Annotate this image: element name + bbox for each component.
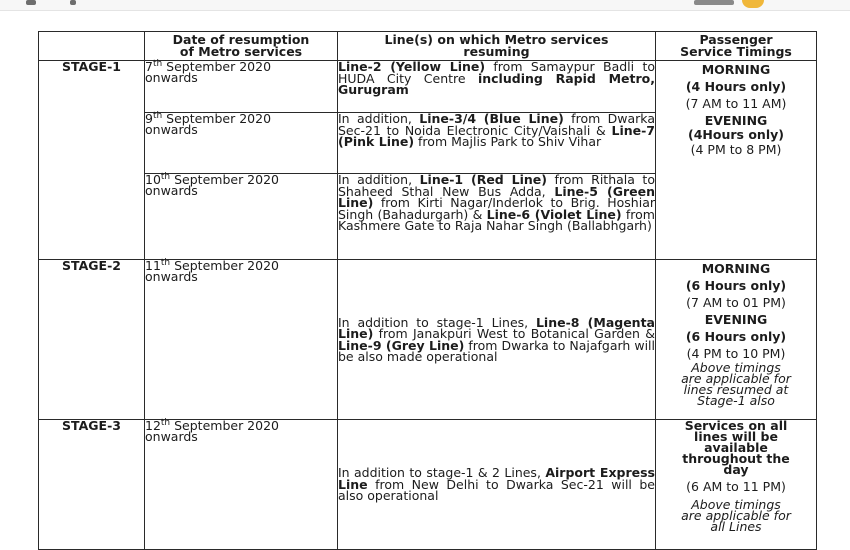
metro-lines-description — [338, 61, 656, 113]
metro-line-name: Line-5 (Green Line) — [338, 183, 655, 210]
resumption-date: 10th September 2020 onwards — [145, 174, 338, 260]
description-text: from Rithala to Shaheed Sthal New Bus Adda, — [338, 172, 655, 199]
description-text: from Samaypur Badli to HUDA City Centre — [338, 59, 655, 86]
metro-line-name: Line-9 (Grey Line) — [338, 337, 465, 353]
table-row — [39, 260, 817, 420]
description-text: from Majlis Park to Shiv Vihar — [414, 134, 602, 149]
metro-line-name: Line-1 (Red Line) — [419, 172, 547, 187]
service-timings: Services on all lines will be available throughout the day (6 AM to 11 PM) Above timings are applicable for all Lines — [656, 420, 817, 550]
cropped-heading-fragment — [26, 0, 36, 5]
table-row — [39, 420, 817, 550]
description-text: from Kirti Nagar/Inderlok to Brig. Hoshiar Singh (Bahadurgarh) & — [338, 195, 655, 222]
header-lines: Line(s) on which Metro services resuming — [338, 32, 656, 61]
header-stage-cell — [39, 32, 145, 61]
thumbs-up-emoji-icon — [742, 0, 764, 8]
resumption-date: 7th September 2020 onwards — [145, 61, 338, 113]
cropped-heading-fragment — [70, 0, 76, 5]
resumption-date: 12th September 2020 onwards — [145, 420, 338, 550]
description-text: In addition to stage-1 & 2 Lines, — [338, 465, 546, 481]
description-text: from New Delhi to Dwarka Sec-21 will be also operational — [338, 476, 655, 504]
description-text: from Kashmere Gate to Raja Nahar Singh (Ballabhgarh) — [338, 206, 655, 233]
description-text: from Dwarka Sec-21 to Noida Electronic City/Vaishali & — [338, 111, 655, 138]
metro-line-name: Line-6 (Violet Line) — [486, 206, 622, 222]
description-text: In addition to stage-1 Lines, — [338, 314, 536, 330]
metro-line-name: Airport Express Line — [338, 465, 655, 492]
description-text: In addition, — [338, 111, 420, 126]
metro-line-name: Line-8 (Magenta Line) — [338, 314, 655, 341]
metro-lines-description — [338, 113, 656, 174]
metro-line-name: Line-2 (Yellow Line) — [338, 59, 486, 74]
table-row — [39, 61, 817, 113]
description-text: from Dwarka to Najafgarh will be also made operational — [338, 337, 655, 364]
service-timings: MORNING (6 Hours only) (7 AM to 01 PM) EVENING (6 Hours only) (4 PM to 10 PM) Above timings are applicable for lines resumed at Stage-1 also — [656, 260, 817, 420]
metro-lines-description — [338, 260, 656, 420]
service-timings: MORNING (4 Hours only) (7 AM to 11 AM) EVENING (4Hours only) (4 PM to 8 PM) — [656, 61, 817, 260]
resumption-date: 9th September 2020 onwards — [145, 113, 338, 174]
stage-label: STAGE-2 — [39, 260, 145, 420]
stage-label: STAGE-1 — [39, 61, 145, 260]
cropped-heading-fragment — [694, 0, 734, 5]
metro-line-name: including Rapid Metro, Gurugram — [338, 70, 655, 97]
cropped-heading-strip — [0, 0, 850, 11]
metro-line-name: Line-3/4 (Blue Line) — [419, 111, 564, 126]
header-date: Date of resumption of Metro services — [145, 32, 338, 61]
description-text: from Janakpuri West to Botanical Garden & — [373, 326, 655, 341]
description-text: In addition, — [338, 172, 420, 187]
resumption-date: 11th September 2020 onwards — [145, 260, 338, 420]
header-timings: Passenger Service Timings — [656, 32, 817, 61]
metro-line-name: Line-7 (Pink Line) — [338, 122, 655, 149]
stage-label: STAGE-3 — [39, 420, 145, 550]
table-header-row — [39, 32, 817, 61]
metro-lines-description — [338, 174, 656, 260]
metro-resumption-table — [38, 31, 817, 550]
metro-lines-description — [338, 420, 656, 550]
